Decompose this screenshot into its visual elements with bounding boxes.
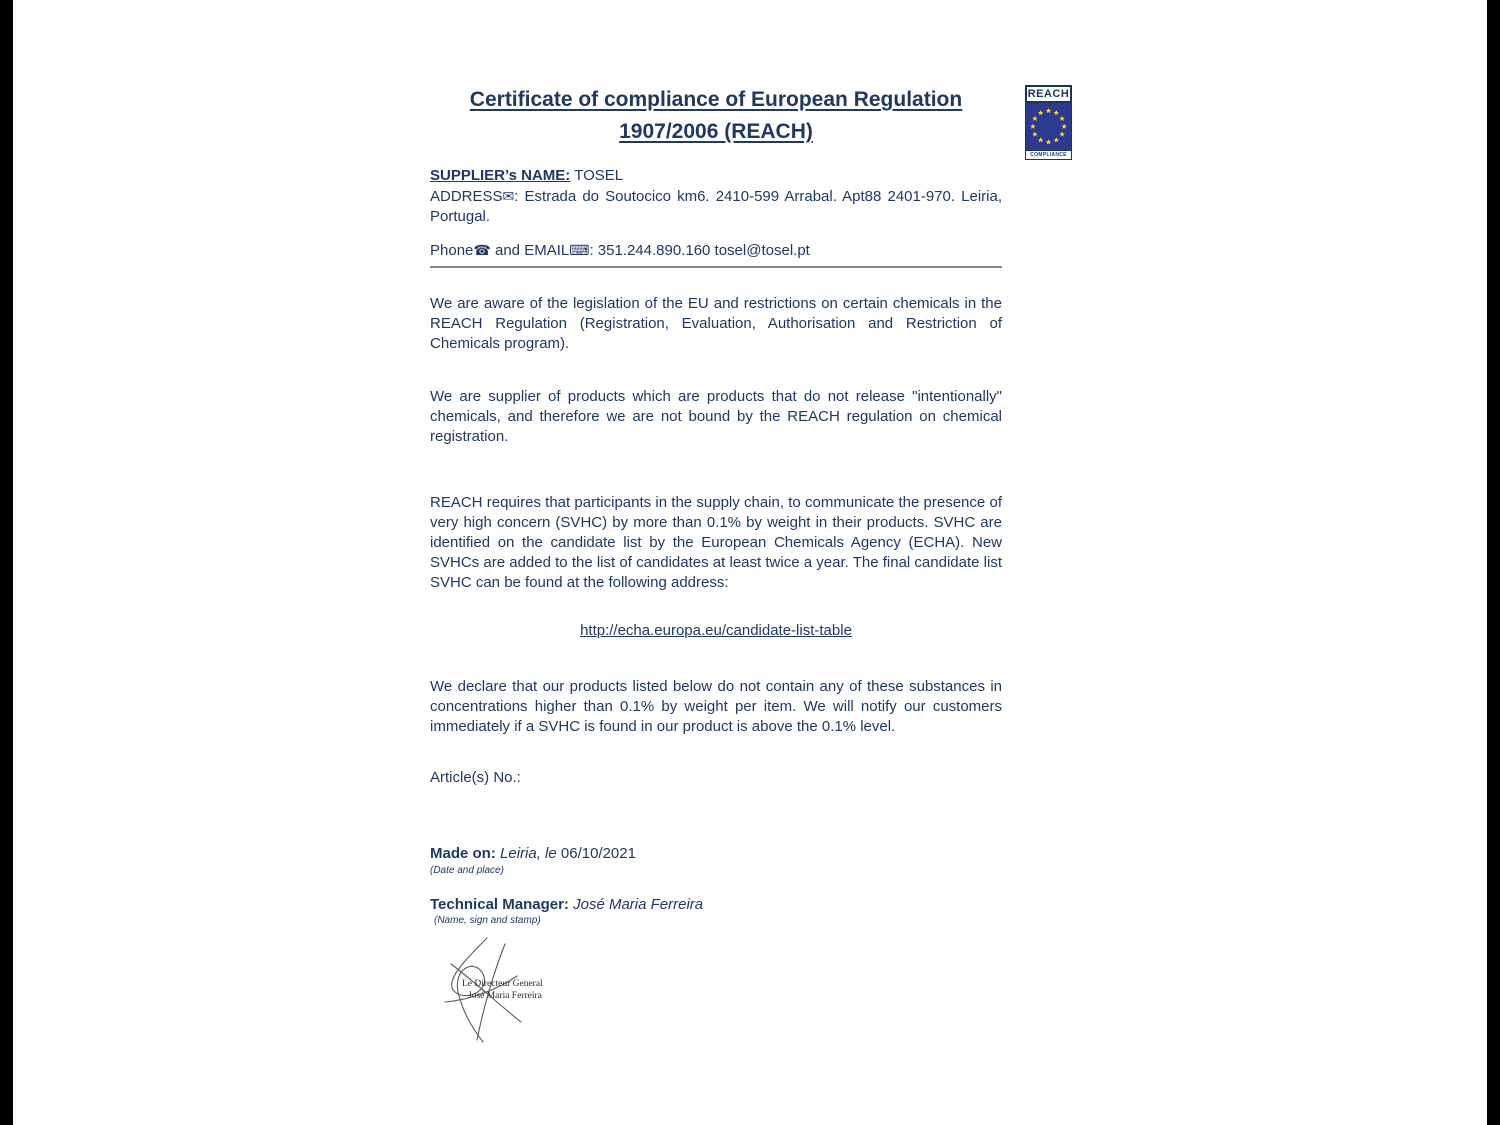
header-divider	[430, 266, 1002, 268]
supplier-block	[430, 166, 1002, 261]
phone-label: Phone	[430, 242, 474, 259]
made-on-place: Leiria, le	[495, 845, 561, 862]
stamp-text	[462, 978, 582, 1002]
reach-logo-label: REACH	[1025, 85, 1072, 103]
supplier-contact-line	[430, 240, 1002, 261]
page-title	[430, 84, 1002, 148]
candidate-list-link-row	[430, 622, 1002, 639]
eu-flag-icon	[1025, 103, 1072, 150]
stamp-line-2: José Maria Ferreira	[468, 991, 542, 1001]
supplier-address-line	[430, 186, 1002, 227]
technical-manager-label: Technical Manager:	[430, 896, 569, 913]
paragraph-reach-awareness: We are aware of the legislation of the EU and restrictions on certain chemicals in the REACH Regulation (Registration, Evaluation, Authorisation and Restriction of Chemicals program).	[430, 295, 1002, 352]
made-on-date: 06/10/2021	[560, 845, 636, 862]
supplier-name-label: SUPPLIER’s NAME:	[430, 167, 571, 184]
reach-compliance-logo	[1025, 85, 1072, 160]
articles-line: Article(s) No.:	[430, 769, 521, 786]
phone-icon: ☎	[473, 242, 491, 258]
scan-edge-left	[0, 0, 13, 1125]
technical-manager-line	[430, 895, 1002, 915]
supplier-name-value: TOSEL	[570, 167, 624, 184]
technical-manager-name: José Maria Ferreira	[568, 896, 704, 913]
name-sign-note: (Name, sign and stamp)	[434, 915, 541, 926]
made-on-label: Made on:	[430, 845, 496, 862]
address-label: ADDRESS	[430, 188, 503, 205]
email-label: and EMAIL	[490, 242, 570, 259]
address-value: : Estrada do Soutocico km6. 2410-599 Arrabal. Apt88 2401-970. Leiria, Portugal.	[430, 188, 1002, 225]
supplier-name-line	[430, 166, 1002, 186]
stamp-line-1: Le Directeur General	[462, 979, 543, 989]
phone-email-value: : 351.244.890.160 tosel@tosel.pt	[589, 242, 810, 259]
title-line-1: Certificate of compliance of European Regulation	[469, 88, 963, 111]
title-line-2: 1907/2006 (REACH)	[619, 120, 813, 143]
compliance-label: COMPLIANCE	[1025, 150, 1072, 160]
paragraph-svhc-requirements: REACH requires that participants in the supply chain, to communicate the presence of very high concern (SVHC) by more than 0.1% by weight in their products. SVHC are identified on the candidate list by the European Chemicals Agency (ECHA). New SVHCs are added to the list of candidates at least twice a year. The final candidate list SVHC can be found at the following address:	[430, 494, 1002, 591]
candidate-list-link[interactable]: http://echa.europa.eu/candidate-list-table	[580, 622, 852, 639]
envelope-icon: ✉	[502, 188, 515, 204]
paragraph-declaration: We declare that our products listed below do not contain any of these substances in concentrations higher than 0.1% by weight per item. We will notify our customers immediately if a SVHC is found in our product is above the 0.1% level.	[430, 678, 1002, 735]
paragraph-supplier-statement: We are supplier of products which are products that do not release "intentionally" chemicals, and therefore we are not bound by the REACH regulation on chemical registration.	[430, 388, 1002, 445]
made-on-line	[430, 844, 1002, 864]
email-device-icon: ⌨	[569, 242, 590, 258]
scan-edge-right	[1487, 0, 1500, 1125]
date-place-note: (Date and place)	[430, 865, 504, 876]
eu-stars-icon	[1026, 103, 1071, 150]
